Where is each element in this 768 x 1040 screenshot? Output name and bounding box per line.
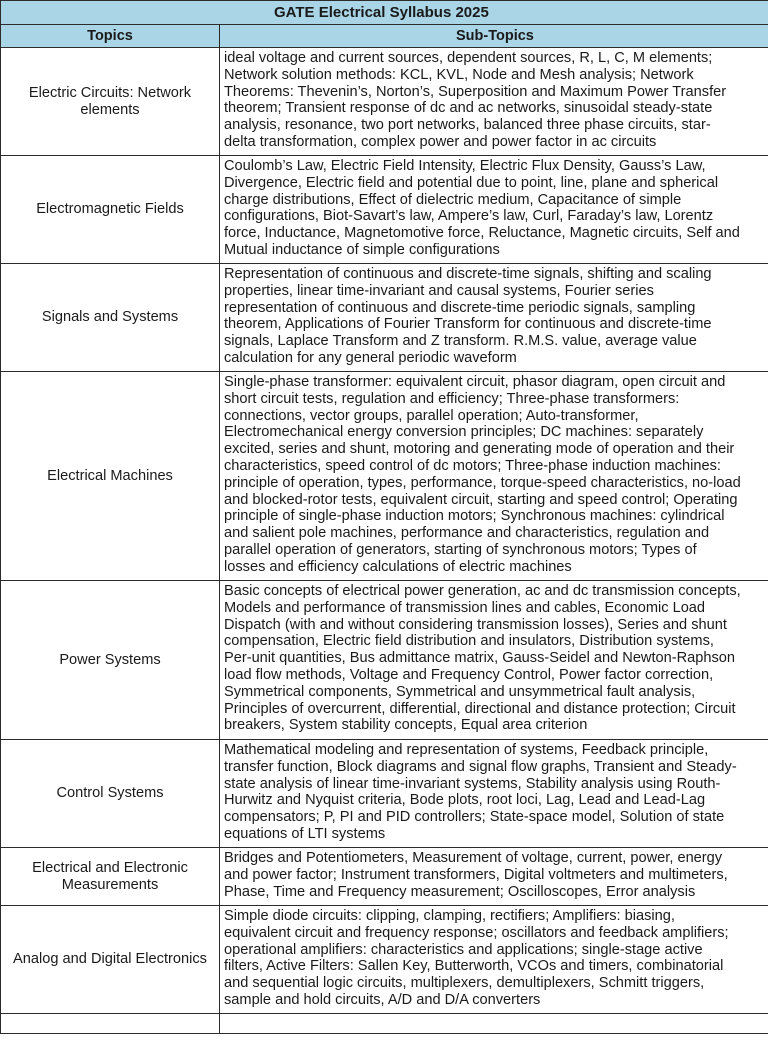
- subtopics-cell: ideal voltage and current sources, dependent sources, R, L, C, M elements; Network solution methods: KCL, KVL, Node and Mesh analysis; Network Theorems: Thevenin’s, Norton’s, Superposition and Maximum Power Transfer theorem; Transient response of dc and ac networks, sinusoidal steady-state analysis, resonance, two port networks, balanced three phase circuits, star- delta transformation, complex power and power factor in ac circuits: [220, 48, 768, 156]
- subtopics-cell: Coulomb’s Law, Electric Field Intensity, Electric Flux Density, Gauss’s Law, Divergence, Electric field and potential due to point, line, plane and spherical charge distributions, Effect of dielectric medium, Capacitance of simple configurations, Biot-Savart’s law, Ampere’s law, Curl, Faraday’s law, Lorentz force, Inductance, Magnetomotive force, Reluctance, Magnetic circuits, Self and Mutual inductance of simple configurations: [220, 156, 768, 264]
- table-row: [1, 156, 768, 264]
- subtopics-cell: Single-phase transformer: equivalent circuit, phasor diagram, open circuit and short circuit tests, regulation and efficiency; Three-phase transformers: connections, vector groups, parallel operation; Auto-transformer, Electromechanical energy conversion principles; DC machines: separately excited, series and shunt, motoring and generating mode of operation and their characteristics, speed control of dc motors; Three-phase induction machines: principle of operation, types, performance, torque-speed characteristics, no-load and blocked-rotor tests, equivalent circuit, starting and speed control; Operating principle of single-phase induction motors; Synchronous machines: cylindrical and salient pole machines, performance and characteristics, regulation and parallel operation of generators, starting of synchronous motors; Types of losses and efficiency calculations of electric machines: [220, 372, 768, 581]
- table-row: [1, 581, 768, 740]
- table-row: [1, 48, 768, 156]
- column-header-topics: Topics: [1, 25, 220, 48]
- subtopics-cell: Basic concepts of electrical power generation, ac and dc transmission concepts, Models and performance of transmission lines and cables, Economic Load Dispatch (with and without considering transmission losses), Series and shunt compensation, Electric field distribution and insulators, Distribution systems, Per-unit quantities, Bus admittance matrix, Gauss-Seidel and Newton-Raphson load flow methods, Voltage and Frequency Control, Power factor correction, Symmetrical components, Symmetrical and unsymmetrical fault analysis, Principles of overcurrent, differential, directional and distance protection; Circuit breakers, System stability concepts, Equal area criterion: [220, 581, 768, 740]
- column-header-subtopics: Sub-Topics: [220, 25, 768, 48]
- topic-cell: Power Systems: [1, 581, 220, 740]
- topic-cell: Control Systems: [1, 740, 220, 848]
- table-row: [1, 372, 768, 581]
- table-row: [1, 740, 768, 848]
- subtopics-cell: Bridges and Potentiometers, Measurement of voltage, current, power, energy and power factor; Instrument transformers, Digital voltmeters and multimeters, Phase, Time and Frequency measurement; Oscilloscopes, Error analysis: [220, 848, 768, 906]
- subtopics-cell: Mathematical modeling and representation of systems, Feedback principle, transfer function, Block diagrams and signal flow graphs, Transient and Steady- state analysis of linear time-invariant systems, Stability analysis using Routh- Hurwitz and Nyquist criteria, Bode plots, root loci, Lag, Lead and Lead-Lag compensators; P, PI and PID controllers; State-space model, Solution of state equations of LTI systems: [220, 740, 768, 848]
- table-row: [1, 848, 768, 906]
- table-row: [1, 264, 768, 372]
- topic-cell: Electrical and Electronic Measurements: [1, 848, 220, 906]
- subtopics-cell: Simple diode circuits: clipping, clamping, rectifiers; Amplifiers: biasing, equivalent circuit and frequency response; oscillators and feedback amplifiers; operational amplifiers: characteristics and applications; single-stage active filters, Active Filters: Sallen Key, Butterworth, VCOs and timers, combinatorial and sequential logic circuits, multiplexers, demultiplexers, Schmitt triggers, sample and hold circuits, A/D and D/A converters: [220, 906, 768, 1014]
- table-row: [1, 906, 768, 1014]
- topic-cell: Electrical Machines: [1, 372, 220, 581]
- topic-cell: Signals and Systems: [1, 264, 220, 372]
- table-title: GATE Electrical Syllabus 2025: [1, 1, 768, 25]
- table-header-row: [1, 25, 768, 48]
- table-title-row: [1, 1, 768, 25]
- subtopics-cell: Representation of continuous and discrete-time signals, shifting and scaling properties, linear time-invariant and causal systems, Fourier series representation of continuous and discrete-time periodic signals, sampling theorem, Applications of Fourier Transform for continuous and discrete-time signals, Laplace Transform and Z transform. R.M.S. value, average value calculation for any general periodic waveform: [220, 264, 768, 372]
- topic-cell: Analog and Digital Electronics: [1, 906, 220, 1014]
- topic-cell: Electric Circuits: Network elements: [1, 48, 220, 156]
- topic-cell: Electromagnetic Fields: [1, 156, 220, 264]
